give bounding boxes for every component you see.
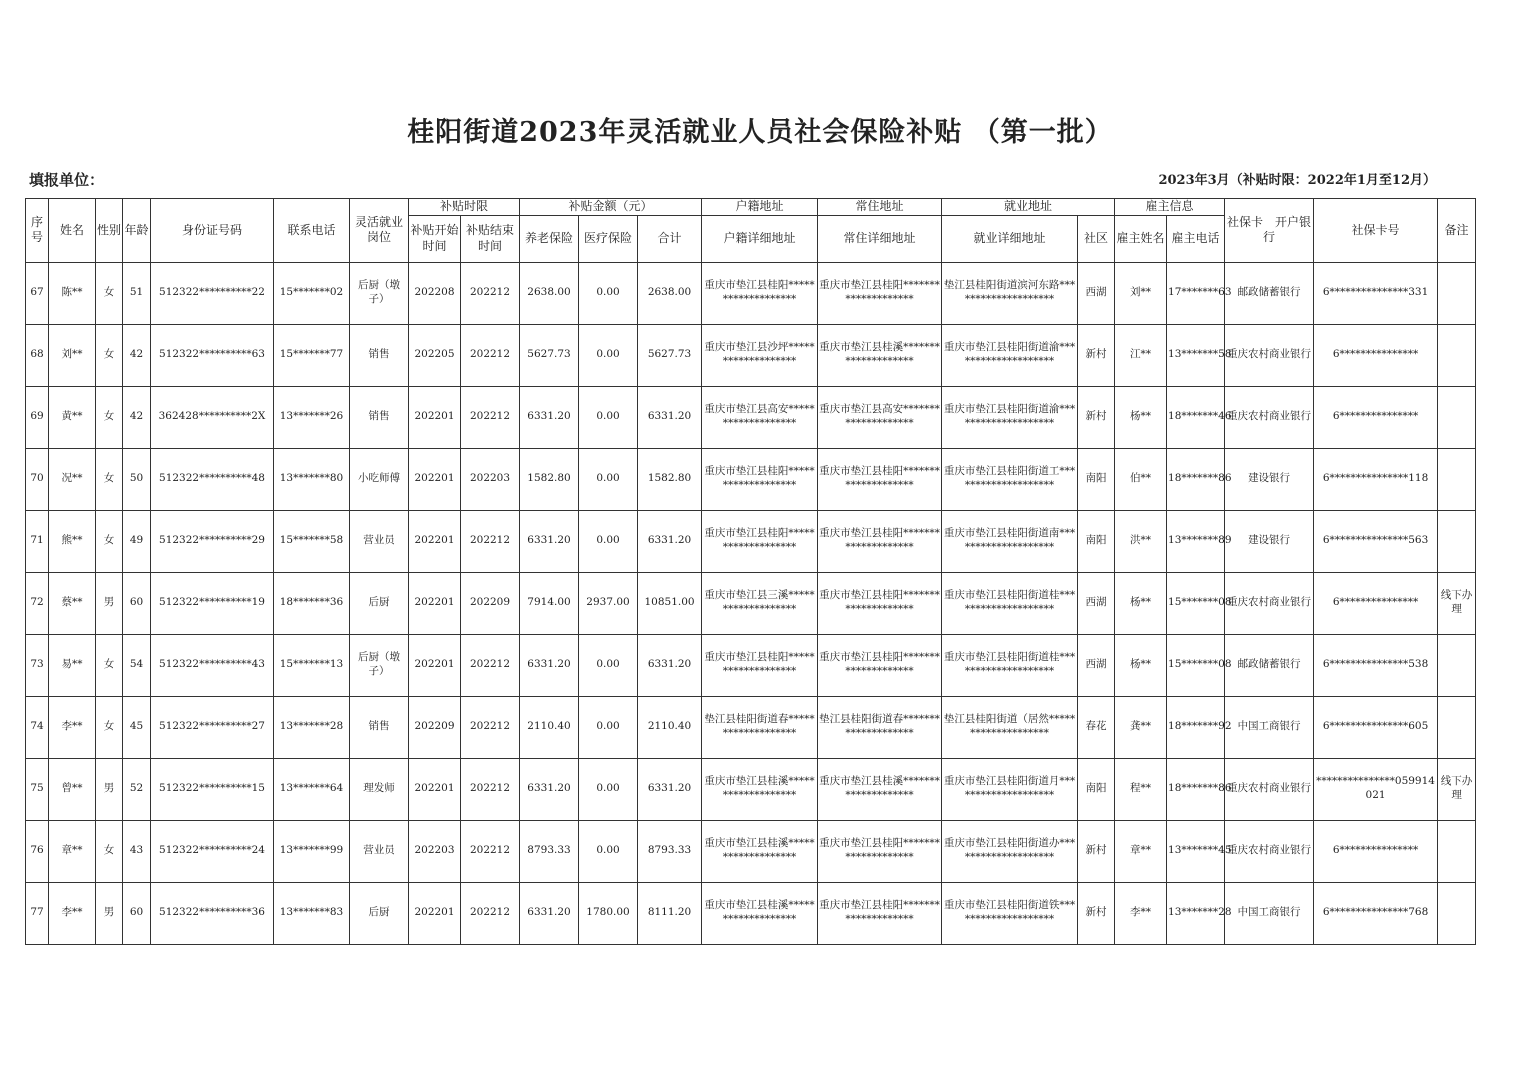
table-row [26, 324, 1476, 386]
cell-note [1438, 634, 1476, 696]
cell-phone: 15*******02 [274, 262, 350, 324]
cell-bank: 中国工商银行 [1225, 882, 1314, 944]
cell-name: 况** [49, 448, 96, 510]
cell-post: 销售 [350, 696, 409, 758]
cell-residence: 重庆市垫江县桂阳******************** [818, 634, 942, 696]
cell-post: 理发师 [350, 758, 409, 820]
cell-note [1438, 386, 1476, 448]
cell-note [1438, 448, 1476, 510]
table-row [26, 820, 1476, 882]
cell-work: 重庆市垫江县桂阳街道南******************** [942, 510, 1078, 572]
table-row [26, 882, 1476, 944]
cell-card: 6*************** [1314, 324, 1438, 386]
cell-employer-phone: 18*******86 [1167, 448, 1225, 510]
cell-note [1438, 820, 1476, 882]
cell-work: 重庆市垫江县桂阳街道渝******************** [942, 324, 1078, 386]
cell-phone: 13*******83 [274, 882, 350, 944]
cell-employer-phone: 18*******46 [1167, 386, 1225, 448]
header-hukou-detail: 户籍详细地址 [702, 215, 818, 262]
cell-name: 黄** [49, 386, 96, 448]
cell-card: 6***************768 [1314, 882, 1438, 944]
header-note: 备注 [1438, 199, 1476, 263]
header-medical: 医疗保险 [579, 215, 638, 262]
cell-post: 营业员 [350, 820, 409, 882]
cell-medical: 0.00 [579, 820, 638, 882]
header-start: 补贴开始时间 [409, 215, 461, 262]
cell-pension: 6331.20 [520, 882, 579, 944]
header-residence-detail: 常住详细地址 [818, 215, 942, 262]
cell-id: 512322**********36 [151, 882, 274, 944]
cell-gender: 女 [96, 696, 123, 758]
header-card: 社保卡号 [1314, 199, 1438, 263]
cell-id: 512322**********15 [151, 758, 274, 820]
cell-gender: 男 [96, 758, 123, 820]
cell-name: 章** [49, 820, 96, 882]
cell-hukou: 重庆市垫江县桂溪******************* [702, 882, 818, 944]
cell-id: 512322**********29 [151, 510, 274, 572]
cell-end: 202212 [461, 324, 520, 386]
table-row [26, 696, 1476, 758]
cell-start: 202201 [409, 758, 461, 820]
cell-residence: 重庆市垫江县桂阳******************** [818, 572, 942, 634]
cell-card: 6*************** [1314, 820, 1438, 882]
cell-hukou: 重庆市垫江县桂溪******************* [702, 820, 818, 882]
cell-community: 南阳 [1078, 448, 1115, 510]
cell-end: 202212 [461, 820, 520, 882]
cell-total: 6331.20 [638, 386, 702, 448]
cell-note [1438, 324, 1476, 386]
cell-hukou: 重庆市垫江县桂阳******************* [702, 262, 818, 324]
cell-employer-phone: 13*******89 [1167, 510, 1225, 572]
cell-bank: 重庆农村商业银行 [1225, 572, 1314, 634]
cell-seq: 68 [26, 324, 49, 386]
cell-pension: 5627.73 [520, 324, 579, 386]
cell-work: 重庆市垫江县桂阳街道渝******************** [942, 386, 1078, 448]
header-age: 年龄 [123, 199, 151, 263]
cell-residence: 重庆市垫江县桂溪******************** [818, 758, 942, 820]
cell-name: 熊** [49, 510, 96, 572]
cell-post: 后厨 [350, 572, 409, 634]
cell-end: 202209 [461, 572, 520, 634]
cell-employer-phone: 13*******45 [1167, 820, 1225, 882]
cell-total: 6331.20 [638, 634, 702, 696]
cell-end: 202212 [461, 696, 520, 758]
cell-medical: 2937.00 [579, 572, 638, 634]
cell-end: 202212 [461, 510, 520, 572]
cell-post: 后厨（墩子） [350, 634, 409, 696]
cell-phone: 13*******26 [274, 386, 350, 448]
table-row [26, 448, 1476, 510]
cell-total: 8111.20 [638, 882, 702, 944]
cell-age: 52 [123, 758, 151, 820]
cell-employer-phone: 18*******92 [1167, 696, 1225, 758]
cell-residence: 垫江县桂阳街道春******************** [818, 696, 942, 758]
unit-label: 填报单位： [29, 171, 105, 189]
cell-id: 512322**********43 [151, 634, 274, 696]
cell-start: 202201 [409, 634, 461, 696]
cell-work: 重庆市垫江县桂阳街道办******************** [942, 820, 1078, 882]
cell-name: 蔡** [49, 572, 96, 634]
cell-pension: 8793.33 [520, 820, 579, 882]
cell-medical: 1780.00 [579, 882, 638, 944]
cell-phone: 13*******28 [274, 696, 350, 758]
cell-employer-phone: 13*******28 [1167, 882, 1225, 944]
cell-gender: 女 [96, 324, 123, 386]
cell-work: 重庆市垫江县桂阳街道工******************** [942, 448, 1078, 510]
cell-total: 6331.20 [638, 758, 702, 820]
header-phone: 联系电话 [274, 199, 350, 263]
cell-employer-phone: 18*******86 [1167, 758, 1225, 820]
cell-employer-name: 江** [1115, 324, 1167, 386]
header-employer-name: 雇主姓名 [1115, 215, 1167, 262]
cell-card: ***************059914021 [1314, 758, 1438, 820]
cell-end: 202212 [461, 634, 520, 696]
cell-card: 6*************** [1314, 572, 1438, 634]
cell-residence: 重庆市垫江县桂阳******************** [818, 448, 942, 510]
cell-seq: 67 [26, 262, 49, 324]
cell-phone: 13*******64 [274, 758, 350, 820]
cell-total: 5627.73 [638, 324, 702, 386]
header-employer-phone: 雇主电话 [1167, 215, 1225, 262]
cell-medical: 0.00 [579, 386, 638, 448]
header-name: 姓名 [49, 199, 96, 263]
cell-card: 6***************538 [1314, 634, 1438, 696]
cell-medical: 0.00 [579, 696, 638, 758]
cell-note [1438, 882, 1476, 944]
cell-post: 营业员 [350, 510, 409, 572]
cell-employer-name: 刘** [1115, 262, 1167, 324]
cell-seq: 75 [26, 758, 49, 820]
cell-note [1438, 262, 1476, 324]
cell-end: 202212 [461, 386, 520, 448]
cell-community: 新村 [1078, 324, 1115, 386]
cell-community: 南阳 [1078, 758, 1115, 820]
header-work-detail: 就业详细地址 [942, 215, 1078, 262]
table-row [26, 510, 1476, 572]
cell-seq: 74 [26, 696, 49, 758]
cell-employer-name: 杨** [1115, 572, 1167, 634]
cell-community: 新村 [1078, 820, 1115, 882]
cell-start: 202205 [409, 324, 461, 386]
cell-phone: 15*******58 [274, 510, 350, 572]
cell-employer-name: 伯** [1115, 448, 1167, 510]
cell-community: 西湖 [1078, 262, 1115, 324]
cell-post: 销售 [350, 386, 409, 448]
cell-community: 南阳 [1078, 510, 1115, 572]
header-post: 灵活就业岗位 [350, 199, 409, 263]
cell-employer-name: 程** [1115, 758, 1167, 820]
cell-bank: 邮政储蓄银行 [1225, 262, 1314, 324]
cell-seq: 73 [26, 634, 49, 696]
cell-phone: 18*******36 [274, 572, 350, 634]
header-period-group: 补贴时限 [409, 199, 520, 216]
cell-phone: 15*******77 [274, 324, 350, 386]
cell-start: 202201 [409, 572, 461, 634]
cell-card: 6***************563 [1314, 510, 1438, 572]
cell-bank: 建设银行 [1225, 448, 1314, 510]
cell-seq: 76 [26, 820, 49, 882]
table-row [26, 386, 1476, 448]
cell-start: 202209 [409, 696, 461, 758]
header-seq: 序号 [26, 199, 49, 263]
cell-end: 202212 [461, 882, 520, 944]
cell-age: 42 [123, 386, 151, 448]
cell-pension: 2110.40 [520, 696, 579, 758]
cell-gender: 男 [96, 572, 123, 634]
cell-phone: 13*******99 [274, 820, 350, 882]
cell-start: 202201 [409, 510, 461, 572]
subsidy-table [25, 198, 1476, 945]
cell-name: 李** [49, 882, 96, 944]
header-row-1 [26, 199, 1476, 216]
cell-pension: 7914.00 [520, 572, 579, 634]
cell-seq: 70 [26, 448, 49, 510]
cell-id: 362428**********2X [151, 386, 274, 448]
cell-end: 202212 [461, 262, 520, 324]
cell-phone: 13*******80 [274, 448, 350, 510]
cell-employer-phone: 13*******58 [1167, 324, 1225, 386]
cell-post: 后厨（墩子） [350, 262, 409, 324]
cell-end: 202203 [461, 448, 520, 510]
cell-phone: 15*******13 [274, 634, 350, 696]
header-bank: 社保卡 开户银行 [1225, 199, 1314, 263]
cell-age: 60 [123, 572, 151, 634]
cell-total: 6331.20 [638, 510, 702, 572]
cell-id: 512322**********22 [151, 262, 274, 324]
header-id: 身份证号码 [151, 199, 274, 263]
cell-total: 2638.00 [638, 262, 702, 324]
cell-medical: 0.00 [579, 634, 638, 696]
cell-name: 陈** [49, 262, 96, 324]
cell-card: 6***************605 [1314, 696, 1438, 758]
cell-end: 202212 [461, 758, 520, 820]
cell-gender: 女 [96, 634, 123, 696]
header-end: 补贴结束时间 [461, 215, 520, 262]
cell-name: 易** [49, 634, 96, 696]
cell-work: 垫江县桂阳街道（居然******************** [942, 696, 1078, 758]
cell-residence: 重庆市垫江县桂阳******************** [818, 510, 942, 572]
cell-work: 垫江县桂阳街道滨河东路******************** [942, 262, 1078, 324]
cell-community: 西湖 [1078, 634, 1115, 696]
cell-total: 10851.00 [638, 572, 702, 634]
cell-age: 51 [123, 262, 151, 324]
cell-pension: 1582.80 [520, 448, 579, 510]
cell-residence: 重庆市垫江县桂阳******************** [818, 262, 942, 324]
header-employer-group: 雇主信息 [1115, 199, 1225, 216]
cell-employer-name: 洪** [1115, 510, 1167, 572]
cell-work: 重庆市垫江县桂阳街道桂******************** [942, 634, 1078, 696]
cell-bank: 重庆农村商业银行 [1225, 386, 1314, 448]
cell-employer-phone: 17*******63 [1167, 262, 1225, 324]
cell-seq: 69 [26, 386, 49, 448]
cell-age: 43 [123, 820, 151, 882]
cell-pension: 6331.20 [520, 758, 579, 820]
table-row [26, 262, 1476, 324]
cell-id: 512322**********48 [151, 448, 274, 510]
cell-hukou: 重庆市垫江县桂溪******************* [702, 758, 818, 820]
header-gender: 性别 [96, 199, 123, 263]
cell-hukou: 垫江县桂阳街道春******************* [702, 696, 818, 758]
cell-seq: 71 [26, 510, 49, 572]
cell-start: 202201 [409, 882, 461, 944]
cell-age: 49 [123, 510, 151, 572]
cell-start: 202208 [409, 262, 461, 324]
header-total: 合计 [638, 215, 702, 262]
cell-note [1438, 696, 1476, 758]
cell-pension: 6331.20 [520, 386, 579, 448]
cell-pension: 6331.20 [520, 634, 579, 696]
cell-medical: 0.00 [579, 262, 638, 324]
cell-seq: 77 [26, 882, 49, 944]
cell-card: 6*************** [1314, 386, 1438, 448]
page-title: 桂阳街道2023年灵活就业人员社会保险补贴 （第一批） [407, 117, 1113, 148]
cell-medical: 0.00 [579, 510, 638, 572]
cell-hukou: 重庆市垫江县高安******************* [702, 386, 818, 448]
cell-community: 春花 [1078, 696, 1115, 758]
cell-employer-phone: 15*******08 [1167, 572, 1225, 634]
cell-pension: 2638.00 [520, 262, 579, 324]
cell-employer-name: 章** [1115, 820, 1167, 882]
cell-hukou: 重庆市垫江县三溪******************* [702, 572, 818, 634]
cell-bank: 重庆农村商业银行 [1225, 324, 1314, 386]
cell-bank: 重庆农村商业银行 [1225, 758, 1314, 820]
cell-name: 刘** [49, 324, 96, 386]
cell-bank: 邮政储蓄银行 [1225, 634, 1314, 696]
cell-medical: 0.00 [579, 448, 638, 510]
cell-note: 线下办理 [1438, 758, 1476, 820]
cell-gender: 女 [96, 448, 123, 510]
cell-hukou: 重庆市垫江县桂阳******************* [702, 448, 818, 510]
header-hukou-group: 户籍地址 [702, 199, 818, 216]
cell-community: 西湖 [1078, 572, 1115, 634]
cell-hukou: 重庆市垫江县桂阳******************* [702, 510, 818, 572]
table-row [26, 634, 1476, 696]
cell-community: 新村 [1078, 882, 1115, 944]
cell-id: 512322**********27 [151, 696, 274, 758]
cell-work: 重庆市垫江县桂阳街道铁******************** [942, 882, 1078, 944]
cell-employer-name: 龚** [1115, 696, 1167, 758]
cell-post: 后厨 [350, 882, 409, 944]
header-work-group: 就业地址 [942, 199, 1115, 216]
cell-employer-name: 李** [1115, 882, 1167, 944]
cell-work: 重庆市垫江县桂阳街道月******************** [942, 758, 1078, 820]
cell-age: 42 [123, 324, 151, 386]
table-row [26, 758, 1476, 820]
cell-id: 512322**********63 [151, 324, 274, 386]
cell-gender: 女 [96, 262, 123, 324]
cell-employer-name: 杨** [1115, 386, 1167, 448]
cell-seq: 72 [26, 572, 49, 634]
cell-age: 60 [123, 882, 151, 944]
cell-age: 45 [123, 696, 151, 758]
cell-card: 6***************118 [1314, 448, 1438, 510]
cell-community: 新村 [1078, 386, 1115, 448]
cell-residence: 重庆市垫江县桂阳******************** [818, 820, 942, 882]
cell-medical: 0.00 [579, 324, 638, 386]
cell-gender: 女 [96, 386, 123, 448]
cell-name: 李** [49, 696, 96, 758]
cell-residence: 重庆市垫江县高安******************** [818, 386, 942, 448]
cell-card: 6***************331 [1314, 262, 1438, 324]
cell-name: 曾** [49, 758, 96, 820]
cell-bank: 中国工商银行 [1225, 696, 1314, 758]
cell-bank: 建设银行 [1225, 510, 1314, 572]
cell-bank: 重庆农村商业银行 [1225, 820, 1314, 882]
cell-employer-name: 杨** [1115, 634, 1167, 696]
cell-residence: 重庆市垫江县桂溪******************** [818, 324, 942, 386]
header-community: 社区 [1078, 215, 1115, 262]
cell-note: 线下办理 [1438, 572, 1476, 634]
cell-age: 54 [123, 634, 151, 696]
cell-medical: 0.00 [579, 758, 638, 820]
cell-note [1438, 510, 1476, 572]
table-body [26, 262, 1476, 944]
cell-hukou: 重庆市垫江县沙坪******************* [702, 324, 818, 386]
cell-gender: 女 [96, 820, 123, 882]
cell-total: 8793.33 [638, 820, 702, 882]
table-row [26, 572, 1476, 634]
cell-start: 202203 [409, 820, 461, 882]
cell-age: 50 [123, 448, 151, 510]
cell-id: 512322**********19 [151, 572, 274, 634]
cell-work: 重庆市垫江县桂阳街道桂******************** [942, 572, 1078, 634]
cell-post: 小吃师傅 [350, 448, 409, 510]
header-amount-group: 补贴金额（元） [520, 199, 702, 216]
cell-post: 销售 [350, 324, 409, 386]
header-pension: 养老保险 [520, 215, 579, 262]
period-label: 2023年3月（补贴时限：2022年1月至12月） [1158, 173, 1436, 188]
cell-total: 2110.40 [638, 696, 702, 758]
cell-gender: 女 [96, 510, 123, 572]
cell-start: 202201 [409, 386, 461, 448]
cell-start: 202201 [409, 448, 461, 510]
cell-hukou: 重庆市垫江县桂阳******************* [702, 634, 818, 696]
cell-gender: 男 [96, 882, 123, 944]
header-residence-group: 常住地址 [818, 199, 942, 216]
cell-employer-phone: 15*******08 [1167, 634, 1225, 696]
cell-residence: 重庆市垫江县桂阳******************** [818, 882, 942, 944]
cell-total: 1582.80 [638, 448, 702, 510]
cell-id: 512322**********24 [151, 820, 274, 882]
cell-pension: 6331.20 [520, 510, 579, 572]
